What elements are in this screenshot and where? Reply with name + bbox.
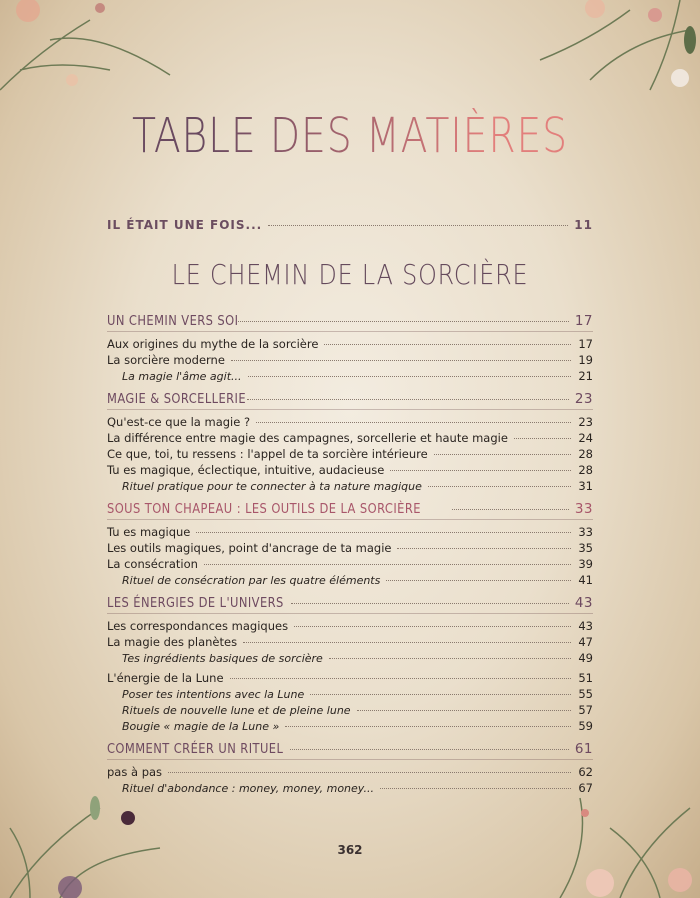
dot-leader <box>390 470 571 471</box>
toc-entry[interactable] <box>107 635 593 650</box>
entry-page: 28 <box>578 463 593 477</box>
entry-page: 28 <box>578 447 593 461</box>
toc-intro-entry[interactable] <box>107 218 593 233</box>
dot-leader <box>256 422 571 423</box>
dot-leader <box>238 321 569 322</box>
entry-label: Rituel d'abondance : money, money, money... <box>122 782 374 795</box>
dot-leader <box>230 678 571 679</box>
entry-label: UN CHEMIN VERS SOI <box>107 313 239 329</box>
dot-leader <box>514 438 571 439</box>
entry-page: 35 <box>578 541 593 555</box>
entry-page: 41 <box>578 573 593 587</box>
toc-subentry[interactable] <box>107 719 593 734</box>
entry-page: 11 <box>574 218 593 232</box>
entry-label: Qu'est-ce que la magie ? <box>107 415 251 429</box>
entry-page: 33 <box>578 525 593 539</box>
entry-label: pas à pas <box>107 765 163 779</box>
toc-entry[interactable] <box>107 353 593 368</box>
entry-label: Tu es magique, éclectique, intuitive, audacieuse <box>107 463 385 477</box>
entry-label: La magie l'âme agit... <box>122 370 242 383</box>
entry-page: 33 <box>574 501 593 517</box>
entry-page: 47 <box>578 635 593 649</box>
dot-leader <box>268 225 568 226</box>
toc-entry[interactable] <box>107 765 593 780</box>
toc-subentry[interactable] <box>107 651 593 666</box>
entry-page: 59 <box>578 719 593 733</box>
entry-label: MAGIE & SORCELLERIE <box>107 391 247 407</box>
toc-entry[interactable] <box>107 337 593 352</box>
dot-leader <box>248 376 571 377</box>
dot-leader <box>434 454 571 455</box>
dot-leader <box>310 694 571 695</box>
entry-page: 17 <box>574 313 593 329</box>
entry-page: 43 <box>578 619 593 633</box>
entry-label: LES ÉNERGIES DE L'UNIVERS <box>107 595 284 611</box>
entry-label: La sorcière moderne <box>107 353 225 367</box>
entry-page: 21 <box>578 369 593 383</box>
floral-decoration-top-right-icon <box>530 0 700 100</box>
entry-page: 39 <box>578 557 593 571</box>
toc-section-heading[interactable] <box>107 314 593 332</box>
dot-leader <box>243 642 571 643</box>
entry-page: 23 <box>578 415 593 429</box>
entry-label: Ce que, toi, tu ressens : l'appel de ta sorcière intérieure <box>107 447 428 461</box>
toc-section-heading[interactable] <box>107 392 593 410</box>
dot-leader <box>324 344 571 345</box>
toc-entry[interactable] <box>107 463 593 478</box>
dot-leader <box>290 749 568 750</box>
dot-leader <box>231 360 571 361</box>
entry-label: L'énergie de la Lune <box>107 671 224 685</box>
entry-label: La magie des planètes <box>107 635 238 649</box>
entry-label: Rituel de consécration par les quatre éléments <box>122 574 381 587</box>
floral-decoration-top-left-icon <box>0 0 180 100</box>
dot-leader <box>357 710 571 711</box>
dot-leader <box>291 603 569 604</box>
entry-page: 57 <box>578 703 593 717</box>
entry-label: COMMENT CRÉER UN RITUEL <box>107 741 284 757</box>
entry-page: 19 <box>578 353 593 367</box>
entry-label: Bougie « magie de la Lune » <box>122 720 280 733</box>
dot-leader <box>247 399 569 400</box>
toc-section-heading[interactable] <box>107 502 593 520</box>
dot-leader <box>329 658 571 659</box>
toc-subentry[interactable] <box>107 479 593 494</box>
toc-subentry[interactable] <box>107 703 593 718</box>
entry-page: 55 <box>578 687 593 701</box>
entry-label: SOUS TON CHAPEAU : LES OUTILS DE LA SORCIÈRE <box>107 501 421 517</box>
entry-label: Les outils magiques, point d'ancrage de ta magie <box>107 541 392 555</box>
entry-label: Les correspondances magiques <box>107 619 289 633</box>
toc-entry[interactable] <box>107 447 593 462</box>
toc-entry[interactable] <box>107 415 593 430</box>
dot-leader <box>380 788 571 789</box>
entry-label: Rituel pratique pour te connecter à ta nature magique <box>122 480 422 493</box>
part-title: LE CHEMIN DE LA SORCIÈRE <box>171 258 529 291</box>
toc-entry[interactable] <box>107 557 593 572</box>
toc-subentry[interactable] <box>107 687 593 702</box>
dot-leader <box>196 532 571 533</box>
entry-label: Aux origines du mythe de la sorcière <box>107 337 319 351</box>
entry-page: 62 <box>578 765 593 779</box>
toc-entry[interactable] <box>107 619 593 634</box>
entry-page: 67 <box>578 781 593 795</box>
entry-page: 31 <box>578 479 593 493</box>
toc-subentry[interactable] <box>107 573 593 588</box>
toc-entry[interactable] <box>107 541 593 556</box>
entry-page: 51 <box>578 671 593 685</box>
entry-label: La différence entre magie des campagnes, sorcellerie et haute magie <box>107 431 508 445</box>
entry-label: Tu es magique <box>107 525 191 539</box>
page-number: 362 <box>337 843 363 857</box>
entry-label: Poser tes intentions avec la Lune <box>122 688 305 701</box>
entry-label: IL ÉTAIT UNE FOIS... <box>107 218 263 232</box>
toc-entry[interactable] <box>107 671 593 686</box>
entry-page: 43 <box>574 595 593 611</box>
toc-section-heading[interactable] <box>107 596 593 614</box>
page-title: TABLE DES MATIÈRES <box>63 108 637 164</box>
dot-leader <box>294 626 571 627</box>
entry-page: 17 <box>578 337 593 351</box>
entry-page: 49 <box>578 651 593 665</box>
entry-label: Tes ingrédients basiques de sorcière <box>122 652 323 665</box>
toc-section-heading[interactable] <box>107 742 593 760</box>
toc-subentry[interactable] <box>107 369 593 384</box>
toc-entry[interactable] <box>107 525 593 540</box>
dot-leader <box>386 580 571 581</box>
dot-leader <box>452 509 569 510</box>
dot-leader <box>204 564 571 565</box>
entry-page: 24 <box>578 431 593 445</box>
entry-label: Rituels de nouvelle lune et de pleine lune <box>122 704 351 717</box>
toc-subentry[interactable] <box>107 781 593 796</box>
dot-leader <box>428 486 571 487</box>
entry-page: 23 <box>574 391 593 407</box>
entry-label: La consécration <box>107 557 198 571</box>
dot-leader <box>397 548 571 549</box>
entry-page: 61 <box>574 741 593 757</box>
dot-leader <box>168 772 571 773</box>
toc-entry[interactable] <box>107 431 593 446</box>
dot-leader <box>285 726 571 727</box>
